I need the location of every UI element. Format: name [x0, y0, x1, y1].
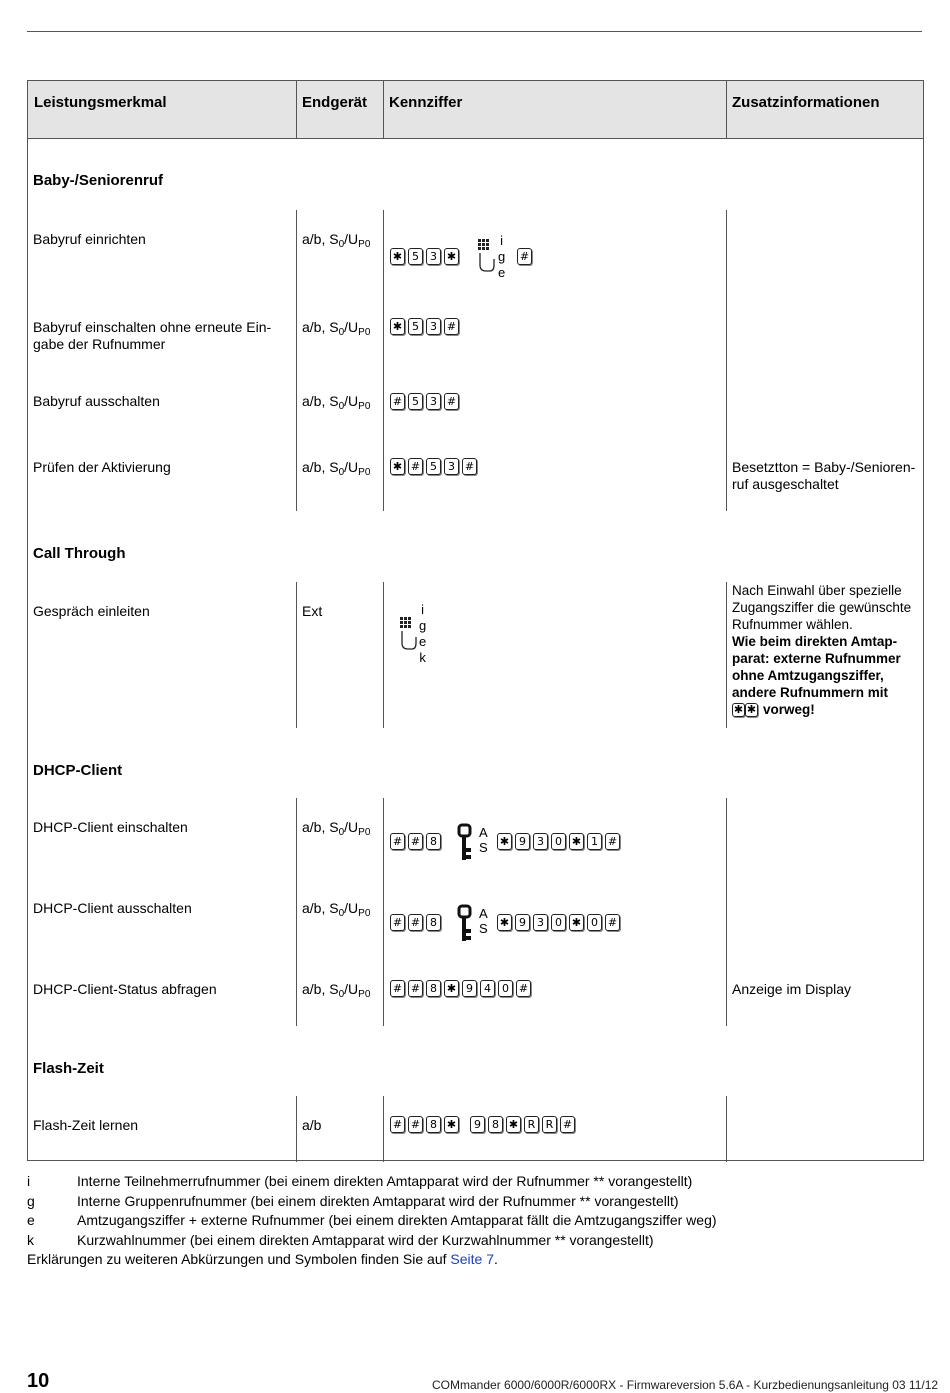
key: 0	[498, 980, 513, 997]
section-title: DHCP-Client	[33, 762, 123, 779]
key-icon	[456, 904, 476, 944]
device-label: Ext	[302, 603, 323, 619]
key: 5	[408, 318, 423, 335]
header-code: Kennziffer	[389, 94, 463, 111]
keypad-hand-icon	[397, 615, 417, 655]
page-number: 10	[27, 1370, 50, 1392]
key: #	[408, 833, 423, 850]
table-header	[28, 81, 923, 139]
code-legend-igek: i g e k	[419, 602, 427, 665]
key: #	[516, 980, 531, 997]
key: #	[444, 318, 459, 335]
key-sequence	[390, 1116, 578, 1133]
key: #	[444, 393, 459, 410]
key: 8	[426, 914, 441, 931]
col-divider	[383, 798, 384, 1026]
device-label: a/b, $S_0/U_{P0}$	[302, 319, 371, 338]
key: #	[390, 833, 405, 850]
device-label: a/b, $S_0/U_{P0}$	[302, 231, 371, 250]
key-icon	[456, 823, 476, 863]
device-label: a/b, $S_0/U_{P0}$	[302, 459, 371, 478]
section-title: Baby-/Seniorenruf	[33, 172, 164, 189]
key: #	[560, 1116, 575, 1133]
info-text: Besetztton = Baby-/Senioren- ruf ausgeschaltet	[732, 459, 916, 492]
key: #	[408, 914, 423, 931]
col-divider	[383, 81, 384, 138]
header-feature: Leistungsmerkmal	[34, 94, 167, 111]
key: 9	[462, 980, 477, 997]
device-label: a/b	[302, 1117, 322, 1133]
legend-row: e Amtzugangsziffer + externe Rufnummer (bei einem direkten Amtapparat fällt die Amtzugangsziffer weg)	[27, 1212, 717, 1228]
key: #	[390, 1116, 405, 1133]
legend-row: g Interne Gruppenrufnummer (bei einem direkten Amtapparat wird der Rufnummer ** vorangestellt)	[27, 1192, 679, 1209]
key: #	[462, 458, 477, 475]
key: ✱	[390, 458, 405, 475]
code-legend-as: A S	[479, 906, 488, 936]
col-divider	[296, 81, 297, 138]
col-divider	[726, 1096, 727, 1162]
footer-text: COMmander 6000/6000R/6000RX - Firmwareversion 5.6A - Kurzbedienungsanleitung 03 11/12	[432, 1378, 939, 1392]
key-sequence	[390, 833, 444, 850]
col-divider	[383, 582, 384, 728]
key: #	[605, 833, 620, 850]
section-title: Call Through	[33, 545, 126, 562]
key: 3	[426, 393, 441, 410]
key: ✱	[444, 248, 459, 265]
device-label: a/b, $S_0/U_{P0}$	[302, 393, 371, 412]
top-rule	[27, 31, 922, 32]
col-divider	[726, 582, 727, 728]
feature-label: Babyruf ausschalten	[33, 393, 160, 409]
key: ✱	[444, 1116, 459, 1133]
key-sequence	[517, 248, 535, 265]
key: #	[390, 980, 405, 997]
key: ✱	[733, 703, 744, 716]
code-legend-igek: i g e	[498, 233, 506, 280]
key: 9	[515, 914, 530, 931]
key: 5	[408, 393, 423, 410]
keypad-hand-icon	[475, 237, 495, 277]
key: #	[517, 248, 532, 265]
key: 1	[587, 833, 602, 850]
key: 9	[515, 833, 530, 850]
key: 8	[426, 833, 441, 850]
key: ✱	[390, 318, 405, 335]
key: ✱	[569, 833, 584, 850]
key-sequence	[390, 318, 462, 335]
section-title: Flash-Zeit	[33, 1060, 104, 1077]
reference-note: Erklärungen zu weiteren Abkürzungen und Symbolen finden Sie auf Seite 7.	[27, 1251, 498, 1267]
key: #	[408, 1116, 423, 1133]
key-sequence	[497, 833, 623, 850]
col-divider	[296, 1096, 297, 1162]
key: 4	[480, 980, 495, 997]
feature-label: Prüfen der Aktivierung	[33, 459, 171, 475]
key: #	[408, 458, 423, 475]
key: 5	[408, 248, 423, 265]
key: #	[390, 914, 405, 931]
key: 0	[551, 914, 566, 931]
feature-label: Gespräch einleiten	[33, 603, 150, 619]
legend-row: i Interne Teilnehmerrufnummer (bei einem direkten Amtapparat wird der Rufnummer ** vorangestellt)	[27, 1173, 693, 1189]
legend	[27, 1172, 717, 1270]
key: ✱	[506, 1116, 521, 1133]
code-legend-as: A S	[479, 825, 488, 855]
key: 8	[426, 1116, 441, 1133]
key: 8	[488, 1116, 503, 1133]
key: 3	[426, 248, 441, 265]
device-label: a/b, $S_0/U_{P0}$	[302, 900, 371, 919]
key: 3	[533, 914, 548, 931]
col-divider	[383, 1096, 384, 1162]
key: ✱	[497, 914, 512, 931]
key: 0	[587, 914, 602, 931]
key-sequence	[390, 980, 534, 997]
key: R	[524, 1116, 539, 1133]
key-sequence	[390, 393, 462, 410]
key-sequence	[497, 914, 623, 931]
key: ✱	[569, 914, 584, 931]
key-sequence	[390, 248, 462, 265]
key: 3	[444, 458, 459, 475]
col-divider	[296, 210, 297, 511]
header-device: Endgerät	[302, 94, 368, 111]
info-text: Nach Einwahl über spezielle Zugangsziffer die gewünschte Rufnummer wählen. Wie beim direkten Amtap- parat: externe Rufnummer ohne Amtzugangsziffer, andere Rufnummern mit ✱ ✱ vorweg!	[732, 583, 912, 717]
feature-label: Flash-Zeit lernen	[33, 1117, 139, 1133]
col-divider	[383, 210, 384, 511]
key-sequence	[390, 458, 480, 475]
device-label: a/b, $S_0/U_{P0}$	[302, 981, 371, 1000]
key: 9	[470, 1116, 485, 1133]
feature-label: DHCP-Client-Status abfragen	[33, 981, 217, 997]
legend-row: k Kurzwahlnummer (bei einem direkten Amtapparat wird der Kurzwahlnummer ** vorangestellt)	[27, 1231, 654, 1248]
feature-table	[27, 80, 924, 1161]
key: ✱	[497, 833, 512, 850]
key: #	[605, 914, 620, 931]
feature-label: DHCP-Client ausschalten	[33, 900, 192, 916]
header-info: Zusatzinformationen	[732, 94, 880, 111]
key: 8	[426, 980, 441, 997]
col-divider	[296, 798, 297, 1026]
feature-label: Babyruf einrichten	[33, 231, 146, 247]
key: R	[542, 1116, 557, 1133]
key-sequence	[390, 914, 444, 931]
key: 5	[426, 458, 441, 475]
col-divider	[726, 81, 727, 138]
key: ✱	[746, 703, 757, 716]
col-divider	[296, 582, 297, 728]
key: 3	[533, 833, 548, 850]
feature-label: DHCP-Client einschalten	[33, 819, 188, 835]
device-label: a/b, $S_0/U_{P0}$	[302, 819, 371, 838]
key: #	[408, 980, 423, 997]
info-text: Anzeige im Display	[732, 981, 852, 997]
col-divider	[726, 210, 727, 511]
key: #	[390, 393, 405, 410]
key: ✱	[390, 248, 405, 265]
key: 0	[551, 833, 566, 850]
col-divider	[726, 798, 727, 1026]
key: 3	[426, 318, 441, 335]
page-link[interactable]: Seite 7	[450, 1251, 494, 1267]
feature-label: Babyruf einschalten ohne erneute Ein- gabe der Rufnummer	[33, 319, 272, 352]
key: ✱	[444, 980, 459, 997]
